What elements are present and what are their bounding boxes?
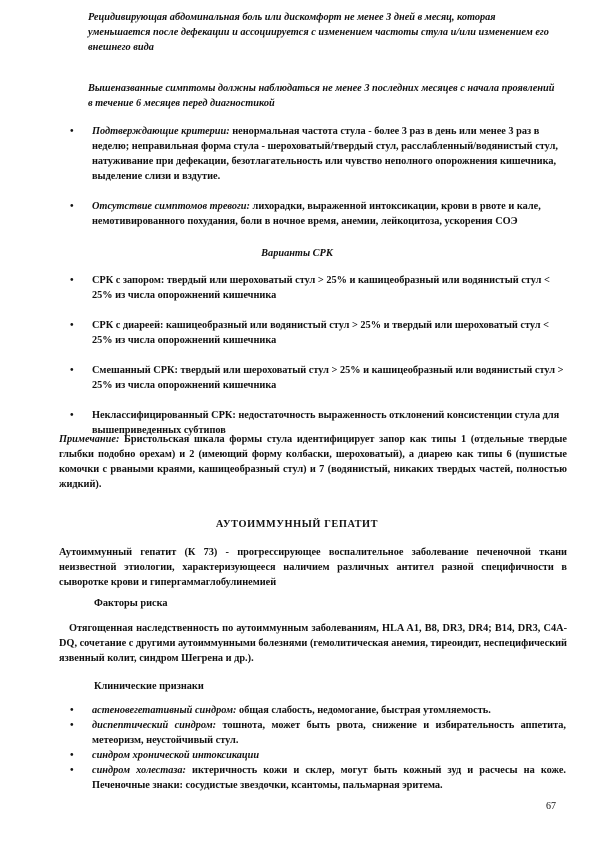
list-item	[70, 124, 566, 184]
syndrome-label: астеновегетативный синдром:	[92, 705, 237, 716]
variant-text: Смешанный СРК: твердый или шероховатый стул > 25% и кашицеобразный или водянистый стул > 25% из числа опорожнений кишечника	[92, 365, 564, 391]
bullet-icon: •	[70, 201, 74, 212]
syndrome-label: синдром холестаза:	[92, 765, 186, 776]
variant-text: СРК с диареей: кашицеобразный или водянистый стул > 25% и твердый или шероховатый стул < 25% из числа опорожнений кишечника	[92, 320, 550, 346]
variant-text: Неклассифицированный СРК: недостаточность выраженность отклонений консистенции стула для вышеприведенных субтипов	[92, 410, 560, 436]
clinical-signs-heading: Клинические признаки	[94, 681, 204, 692]
supporting-criteria-label: Подтверждающие критерии:	[92, 126, 230, 137]
bullet-icon: •	[70, 365, 74, 376]
variant-text: СРК с запором: твердый или шероховатый стул > 25% и кашицеобразный или водянистый стул < 25% из числа опорожнений кишечника	[92, 275, 550, 301]
section-heading: АУТОИММУННЫЙ ГЕПАТИТ	[215, 519, 379, 530]
list-item	[70, 273, 566, 303]
alarm-symptoms-text: лихорадки, выраженной интоксикации, крови в рвоте и кале, немотивированного похудания, боли в ночное время, анемии, лейкоцитоза, ускорения СОЭ	[92, 201, 541, 227]
syndrome-label: синдром хронической интоксикации	[92, 750, 260, 761]
bullet-icon: •	[70, 410, 74, 421]
bullet-icon: •	[70, 720, 74, 731]
list-item	[70, 748, 566, 763]
variants-list	[70, 273, 566, 438]
risk-factors-heading: Факторы риска	[94, 598, 168, 609]
page-number: 67	[546, 801, 556, 812]
variants-heading: Варианты СРК	[261, 248, 333, 259]
supporting-criteria-text: ненормальная частота стула - более 3 раз в день или менее 3 раз в неделю; неправильная форма стула - шероховатый/твердый стул, расслабленный/водянистый стул, натуживание при дефекации, безотлагательность или чувство неполного опорожнения кишечника, выделение слизи и вздутие.	[92, 126, 558, 182]
bullet-icon: •	[70, 750, 74, 761]
criteria-list	[70, 124, 566, 229]
list-item	[70, 703, 566, 718]
note-text: Бристольская шкала формы стула идентифицирует запор как типы 1 (отдельные твердые глыбки подобно орехам) и 2 (имеющий форму колбаски, шероховатый), а диарею как типы 6 (пушистые комочки с рваными краями, кашицеобразный стул) и 7 (водянистый, никаких твердых частей, полностью жидкий).	[59, 434, 567, 490]
list-item	[70, 763, 566, 793]
alarm-symptoms-label: Отсутствие симптомов тревоги:	[92, 201, 250, 212]
list-item	[70, 318, 566, 348]
clinical-signs-list	[70, 703, 566, 793]
note-label: Примечание:	[59, 434, 120, 445]
risk-factors-paragraph: Отягощенная наследственность по аутоиммунным заболеваниям, HLA A1, B8, DR3, DR4; B14, DR3, C4A-DQ, сочетание с другими аутоиммунными болезнями (гемолитическая анемия, тиреоидит, неспецифический язвенный колит, синдром Шегрена и др.).	[59, 623, 567, 664]
list-item	[70, 363, 566, 393]
bullet-icon: •	[70, 126, 74, 137]
bullet-icon: •	[70, 320, 74, 331]
syndrome-text: общая слабость, недомогание, быстрая утомляемость.	[236, 705, 491, 716]
criteria-duration: Вышеназванные симптомы должны наблюдаться не менее 3 последних месяцев с начала проявлений в течение 6 месяцев перед диагностикой	[88, 83, 555, 109]
syndrome-label: диспептический синдром:	[92, 720, 217, 731]
list-item	[70, 718, 566, 748]
bullet-icon: •	[70, 275, 74, 286]
list-item	[70, 199, 566, 229]
syndrome-text: тошнота, может быть рвота, снижение и избирательность аппетита, метеоризм, неустойчивый стул.	[92, 720, 566, 746]
definition-paragraph: Аутоиммунный гепатит (К 73) - прогрессирующее воспалительное заболевание печеночной ткани неизвестной этиологии, характеризующееся наличием различных антител разной специфичности в сыворотке крови и гипергаммаглобулинемией	[59, 547, 567, 588]
syndrome-text: иктеричность кожи и склер, могут быть кожный зуд и расчесы на коже. Печеночные знаки: сосудистые звездочки, ксантомы, пальмарная эритема.	[92, 765, 566, 791]
note-paragraph	[59, 432, 567, 492]
bullet-icon: •	[70, 705, 74, 716]
criteria-recurrent-pain: Рецидивирующая абдоминальная боль или дискомфорт не менее 3 дней в месяц, которая уменьшается после дефекации и ассоциируется с изменением частоты стула и/или изменением его внешнего вида	[88, 12, 549, 53]
bullet-icon: •	[70, 765, 74, 776]
